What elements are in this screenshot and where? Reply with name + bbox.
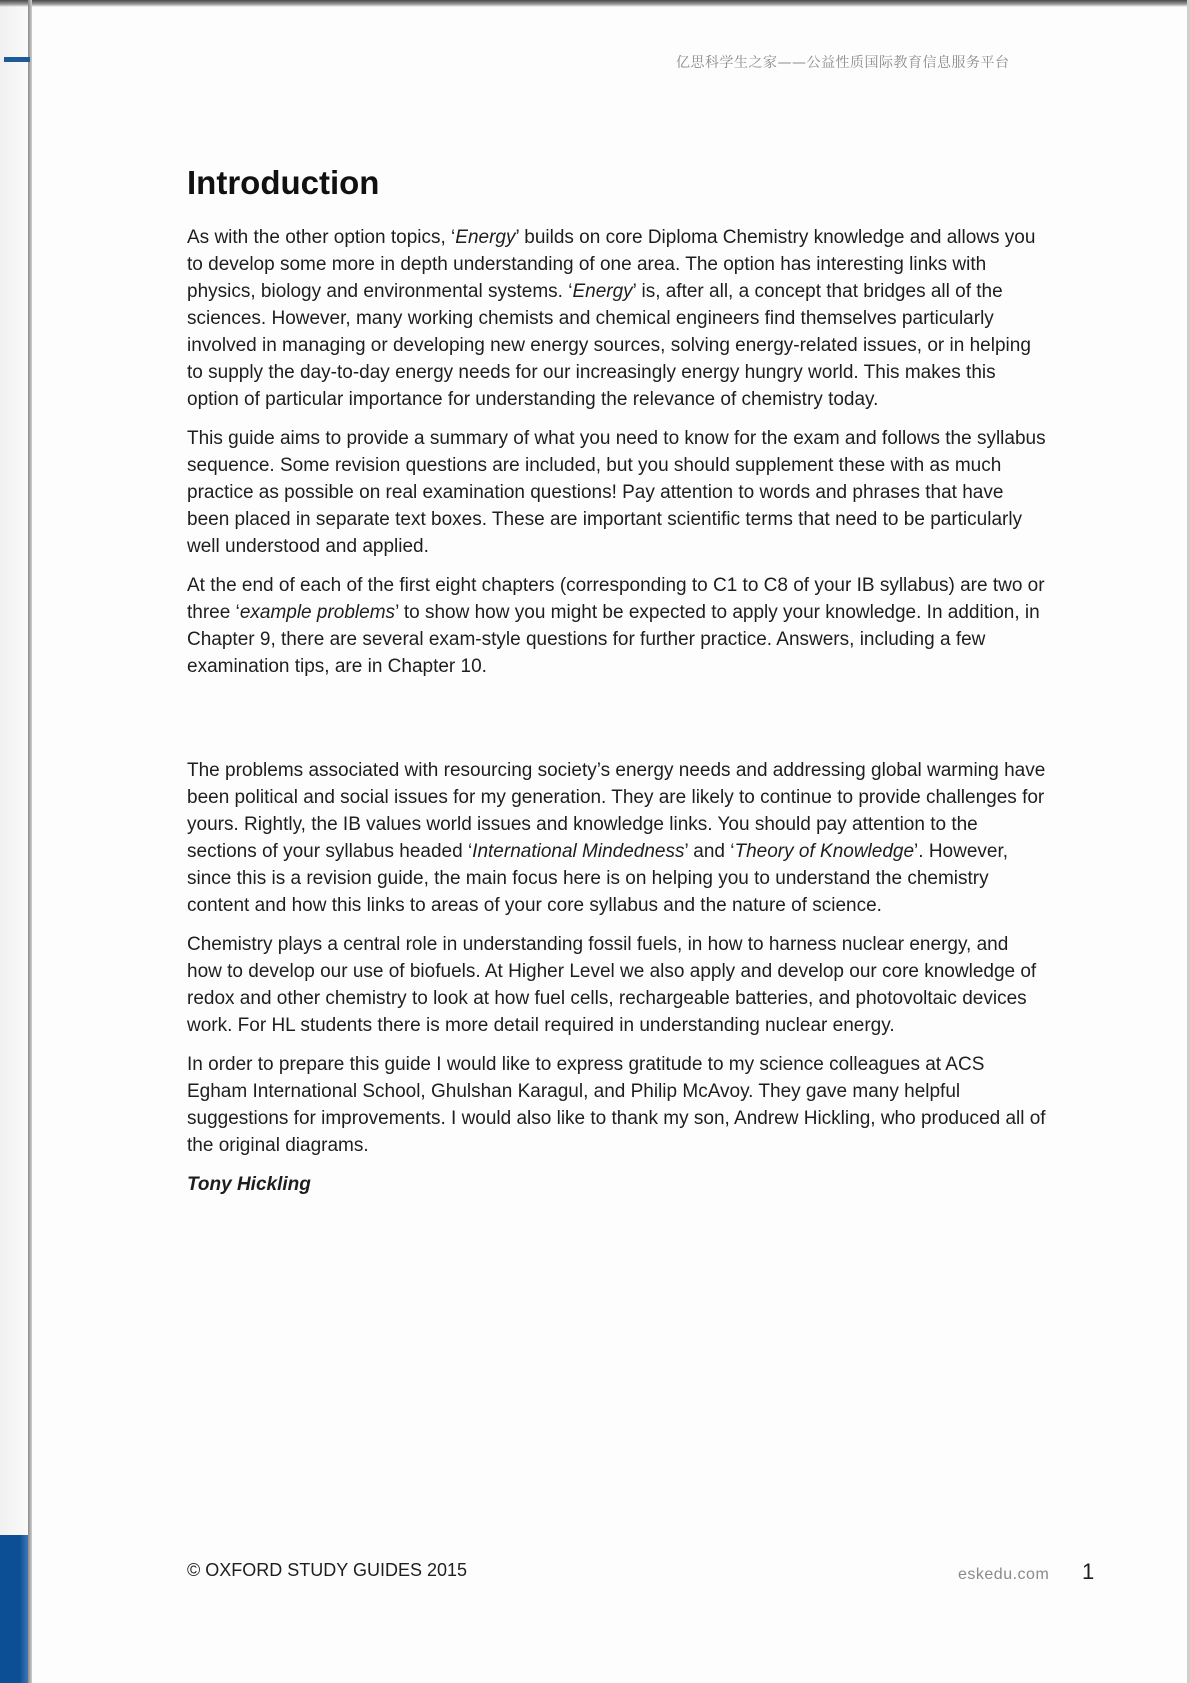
page-title: Introduction — [187, 164, 380, 201]
italic-term: Energy — [455, 227, 516, 248]
context-section — [187, 757, 1047, 1210]
header-watermark: 亿思科学生之家——公益性质国际教育信息服务平台 — [676, 55, 1010, 71]
footer-copyright: © OXFORD STUDY GUIDES 2015 — [187, 1560, 468, 1580]
paragraph: In order to prepare this guide I would like to express gratitude to my science colleagues at ACS Egham International School, Ghulshan Karagul, and Philip McAvoy. They gave many helpful suggestions for improvements. I would also like to thank my son, Andrew Hickling, who produced all of the original diagrams. — [187, 1054, 1046, 1156]
intro-section — [187, 224, 1047, 692]
paragraph: Chemistry plays a central role in understanding fossil fuels, in how to harness nuclear energy, and how to develop our use of biofuels. At Higher Level we also apply and develop our core knowledge of redox and other chemistry to look at how fuel cells, rechargeable batteries, and photovoltaic devices work. For HL students there is more detail required in understanding nuclear energy. — [187, 934, 1037, 1036]
scan-top-edge — [0, 0, 1190, 7]
italic-term: example problems — [239, 602, 396, 623]
paragraph: At the end of each of the first eight chapters (corresponding to C1 to C8 of your IB syllabus) are two or three ‘example problems’ to show how you might be expected to apply your knowledge. In addition, in Chapter 9, there are several exam-style questions for further practice. Answers, including a few examination tips, are in Chapter 10. — [187, 575, 1045, 677]
italic-term: International Mindedness — [472, 841, 685, 862]
footer-site-watermark: eskedu.com — [958, 1566, 1050, 1583]
binding-strip — [0, 1535, 28, 1683]
author-signature: Tony Hickling — [187, 1174, 311, 1195]
scan-margin — [0, 0, 28, 1683]
italic-term: Theory of Knowledge — [734, 841, 915, 862]
paragraph: This guide aims to provide a summary of what you need to know for the exam and follows the syllabus sequence. Some revision questions are included, but you should supplement these with as much practice as possible on real examination questions! Pay attention to words and phrases that have been placed in separate text boxes. These are important scientific terms that need to be particularly well understood and applied. — [187, 428, 1046, 557]
scan-left-edge — [28, 0, 32, 1683]
paragraph: As with the other option topics, ‘Energy’ builds on core Diploma Chemistry knowledge and allows you to develop some more in depth understanding of one area. The option has interesting links with physics, biology and environmental systems. ‘Energy’ is, after all, a concept that bridges all of the sciences. However, many working chemists and chemical engineers find themselves particularly involved in managing or developing new energy sources, solving energy-related issues, or in helping to supply the day-to-day energy needs for our increasingly energy hungry world. This makes this option of particular importance for understanding the relevance of chemistry today. — [187, 227, 1036, 410]
italic-term: Energy — [572, 281, 633, 302]
page-number: 1 — [1082, 1559, 1095, 1584]
paragraph: The problems associated with resourcing society’s energy needs and addressing global warming have been political and social issues for my generation. They are likely to continue to provide challenges for yours. Rightly, the IB values world issues and knowledge links. You should pay attention to the sections of your syllabus headed ‘International Mindedness’ and ‘Theory of Knowledge’. However, since this is a revision guide, the main focus here is on helping you to understand the chemistry content and how this links to areas of your core syllabus and the nature of science. — [187, 760, 1046, 916]
binding-mark — [4, 57, 30, 62]
